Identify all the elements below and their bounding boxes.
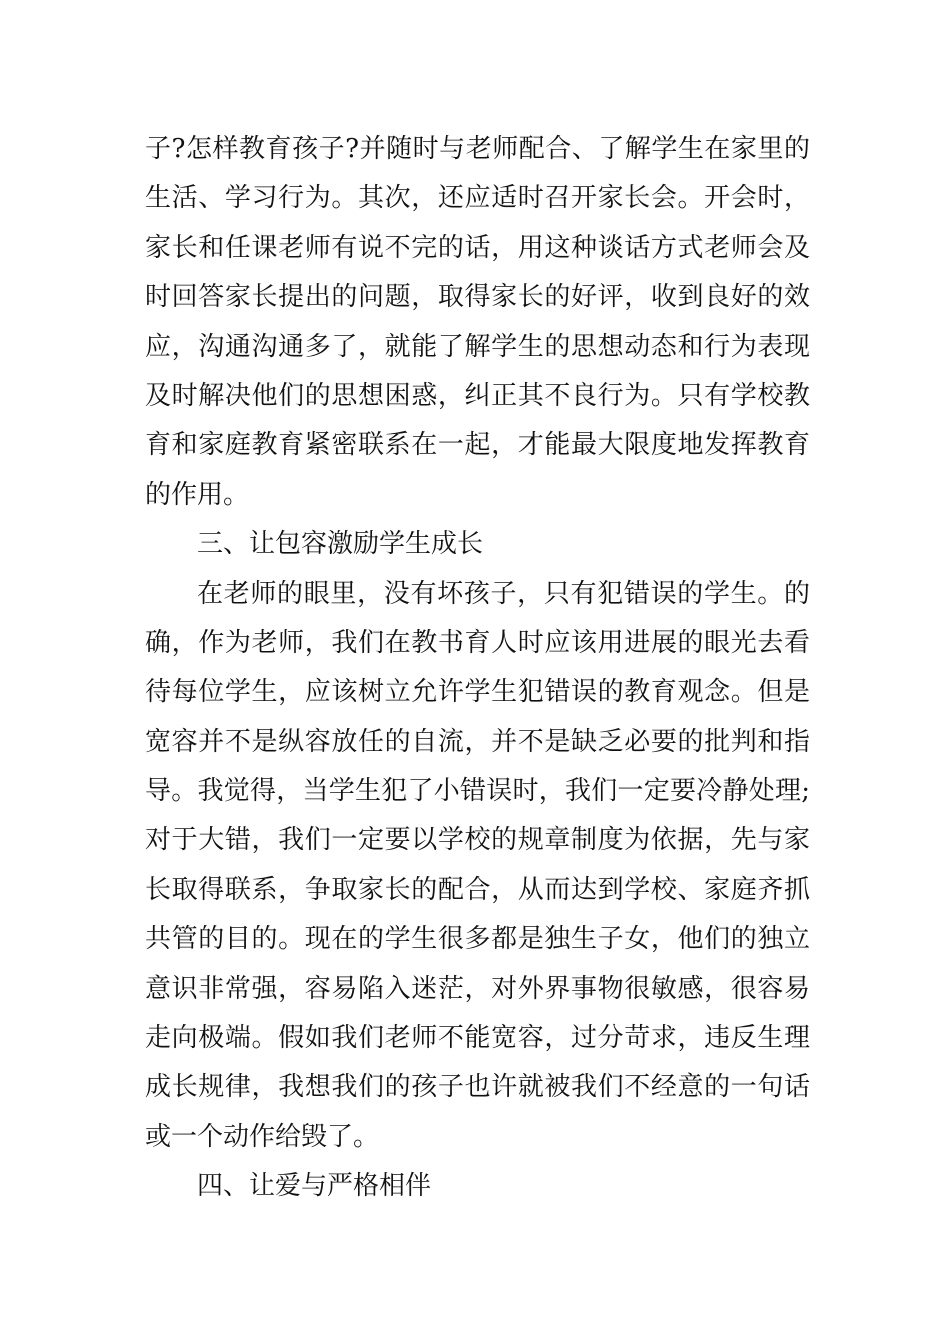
text-line: 确，作为老师，我们在教书育人时应该用进展的眼光去看 [145, 627, 810, 658]
text-line: 意识非常强，容易陷入迷茫，对外界事物很敏感，很容易 [145, 973, 810, 1004]
text-line: 共管的目的。现在的学生很多都是独生子女，他们的独立 [145, 924, 810, 955]
text-line: 或一个动作给毁了。 [145, 1121, 380, 1152]
text-line: 对于大错，我们一定要以学校的规章制度为依据，先与家 [145, 825, 810, 856]
section-heading: 三、让包容激励学生成长 [197, 529, 484, 560]
text-line: 待每位学生，应该树立允许学生犯错误的教育观念。但是 [145, 677, 810, 708]
section-heading: 四、让爱与严格相伴 [197, 1171, 432, 1202]
text-line: 宽容并不是纵容放任的自流，并不是缺乏必要的批判和指 [145, 726, 810, 757]
text-line: 家长和任课老师有说不完的话，用这种谈话方式老师会及 [145, 232, 810, 263]
text-line: 应，沟通沟通多了，就能了解学生的思想动态和行为表现 [145, 331, 810, 362]
text-line: 长取得联系，争取家长的配合，从而达到学校、家庭齐抓 [145, 874, 810, 905]
text-line: 子?怎样教育孩子?并随时与老师配合、了解学生在家里的 [145, 134, 810, 164]
text-line: 导。我觉得，当学生犯了小错误时，我们一定要冷静处理; [145, 776, 810, 807]
text-line: 走向极端。假如我们老师不能宽容，过分苛求，违反生理 [145, 1023, 810, 1054]
text-line: 育和家庭教育紧密联系在一起，才能最大限度地发挥教育 [145, 430, 810, 461]
text-line: 时回答家长提出的问题，取得家长的好评，收到良好的效 [145, 282, 810, 313]
text-line: 成长规律，我想我们的孩子也许就被我们不经意的一句话 [145, 1072, 810, 1103]
text-line: 的作用。 [145, 479, 250, 510]
text-line: 在老师的眼里，没有坏孩子，只有犯错误的学生。的 [197, 578, 810, 609]
text-line: 及时解决他们的思想困惑，纠正其不良行为。只有学校教 [145, 380, 810, 411]
body-text [145, 125, 810, 1212]
text-line: 生活、学习行为。其次，还应适时召开家长会。开会时， [145, 183, 810, 214]
